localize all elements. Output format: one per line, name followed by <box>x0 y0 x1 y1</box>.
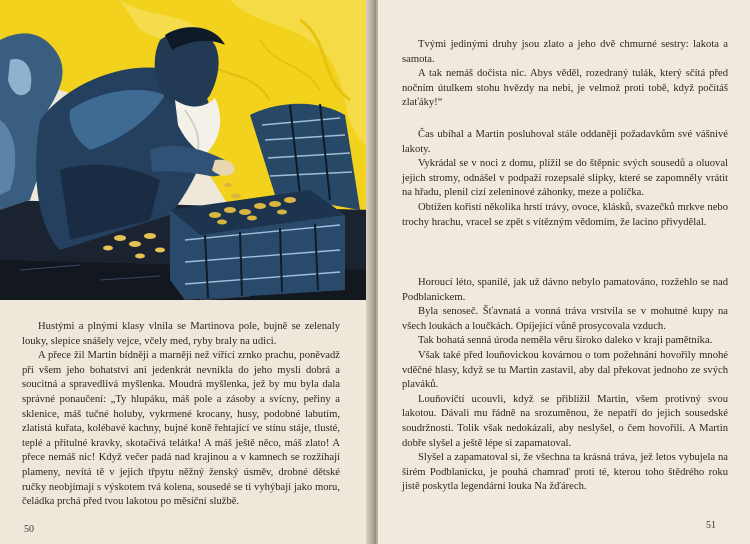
left-page <box>0 0 372 544</box>
text-block-1 <box>402 38 728 111</box>
text-block-2 <box>402 128 728 230</box>
paragraph: Vykrádal se v noci z domu, plížil se do štěpnic svých sousedů a oluoval jejich stromy, odnášel v podpaží rozepsalé slipky, které se zapomněly vrátit na hřadu, plenil cizí zeleninové záhonky, meze a políčka. <box>402 158 728 199</box>
paragraph: Tak bohatá senná úroda neměla věru široko daleko v kraji pamětníka. <box>418 335 713 347</box>
paragraph: Louňovičtí ucouvli, když se přiblížil Martin, všem protivný svou lakotou. Dávali mu řádně na srozuměnou, že nepatří do jejich sousedské soudržnosti. Tolik však nedokázali, aby neslyšel, o čem hovořili. A Martin dobře slyšel a ještě lépe si zapamatoval. <box>402 393 728 449</box>
page-number-left: 50 <box>24 524 34 535</box>
paragraph: A tak nemáš dočista nic. Abys věděl, rozedraný tulák, který sčítá před nočním útulkem stohu hvězdy na nebi, je velmož proti tobě, když počítáš zlaťáky!“ <box>402 68 728 109</box>
page-number-right: 51 <box>706 520 716 531</box>
left-page-text <box>22 320 340 510</box>
paragraph: Hustými a plnými klasy vlnila se Martinova pole, bujně se zelenaly louky, slepice snášely vejce, včely med, ryby braly na udici. <box>22 321 340 347</box>
paragraph: A přece žil Martin bídněji a marněji než vířící zrnko prachu, poněvadž při všem jeho bohatství ani jedenkrát nevnikla do jeho mysli dobrá a soucitná a spravedlivá myšlenka. Moudrá myšlenka, jež by mu byla dala správné ponaučení: „Ty hlupáku, máš pole a zásoby a svícny, peřiny a sklenice, máš tučné holuby, vykrmené krocany, husy, podobné labutím, zlatistá kuřata, kolébavé kachny, bujné koně řehtající ve stínu stáje, tlusté, teplé a přítulné kravky, skotačivá telátka! A máš ještě něco, máš zlato! A přece nemáš nic! Když večer padá nad krajinou a v kamnech se rozžíhají plameny, nevítá tě v jejich třpytu něžný ženský úsměv, drobné dětské ručky neobjímají s výskotem tvá kolena, sousedé se ti vyhýbají jako moru, čeládka prchá před tvou lakotou po měsíční službě. <box>22 350 340 508</box>
paragraph: Čas ubíhal a Martin posluhoval stále oddaněji požadavkům své vášnivé lakoty. <box>402 129 728 155</box>
text-block-3 <box>402 276 728 495</box>
illustration-miser-with-treasure-chest <box>0 0 372 300</box>
paragraph: Horoucí léto, spanilé, jak už dávno nebylo pamatováno, rozžehlo se nad Podblanickem. <box>402 277 728 303</box>
paragraph: Obtížen kořistí několika hrstí trávy, ovoce, klásků, svazečků mrkve nebo trochy hrachu, vracel se zpět s vítězným vědomím, že lacino přivydělal. <box>402 201 728 228</box>
paragraph: Slyšel a zapamatoval si, že všechna ta krásná tráva, jež letos vybujela na širém Podblanicku, je pouhá chamraď proti té, kterou toho štědrého roku jistě poskytla legendární louka Na žďárech. <box>402 452 728 493</box>
paragraph: Tvými jedinými druhy jsou zlato a jeho dvě chmurné sestry: lakota a samota. <box>402 39 728 65</box>
paragraph: Však také před louňovickou kovárnou o tom požehnání hovořily mnohé vděčné hlasy, když se tu Martin zastavil, aby dal překovat jednoho ze svých plaváků. <box>402 349 728 391</box>
paragraph: Byla senoseč. Šťavnatá a vonná tráva vrstvila se v mohutné kupy na všech loukách a loučkách. Opíjející vůně prosycovala vzduch. <box>402 306 728 332</box>
